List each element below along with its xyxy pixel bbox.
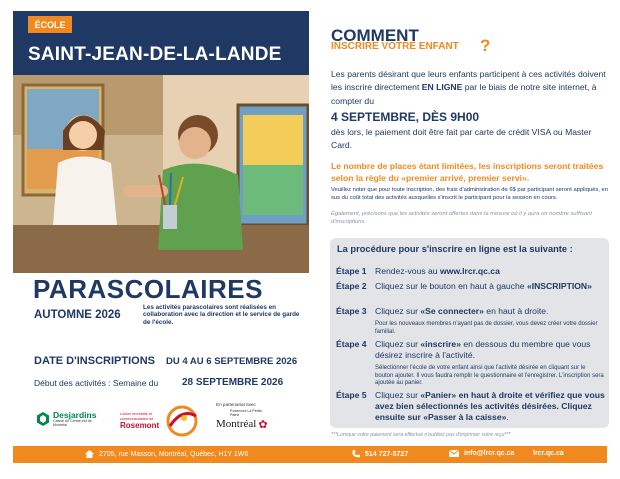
- loisirs-name: Rosemont: [120, 420, 160, 430]
- step-text-c: en haut à droite et vérifiez que vous avez bien sélectionnés les activités désirées. Cliquez ensuite sur: [375, 390, 605, 423]
- question-mark-icon: ?: [480, 36, 491, 55]
- step-keyword-2: «Passer à la caisse»: [423, 412, 507, 423]
- step-5: [336, 390, 605, 424]
- swoosh-icon: [164, 404, 200, 438]
- start-date-value: 28 SEPTEMBRE 2026: [182, 377, 284, 388]
- desjardins-sub: Caisse du Centre-est de Montréal: [53, 419, 92, 427]
- phone-text[interactable]: 514 727-5727: [365, 450, 409, 458]
- step-text-a: Cliquez sur: [375, 306, 421, 316]
- receipt-footnote: ***Lorsque votre paiement sera effectué n'oubliez pas d'imprimer votre reçu***: [331, 432, 511, 438]
- step-label: Étape 1: [336, 266, 367, 276]
- step-keyword: «Se connecter»: [420, 306, 484, 316]
- intro-text-a: Les parents désirant que leurs enfants participent à ces activités doivent les inscrire directement: [331, 69, 606, 93]
- montreal-partner-logo: [216, 402, 270, 431]
- step-text-c: en haut à droite.: [483, 306, 549, 316]
- step-note: Pour les nouveaux membres n'ayant pas de dossier, vous devez créer votre dossier familial.: [375, 321, 598, 335]
- step-label: Étape 2: [336, 281, 367, 291]
- step-1: [336, 266, 605, 277]
- step-text-a: Cliquez sur: [375, 390, 421, 400]
- step-text: [375, 306, 605, 317]
- phone-icon: [352, 450, 360, 458]
- step-2: [336, 281, 605, 292]
- contact-footer: [13, 446, 607, 463]
- montreal-wordmark: Montréal: [216, 418, 257, 431]
- payment-text: dès lors, le paiement doit être fait par carte de crédit VISA ou Master Card.: [331, 127, 592, 151]
- step-keyword: «Panier»: [420, 390, 457, 400]
- school-name: SAINT-JEAN-DE-LA-LANDE: [28, 44, 282, 65]
- step-4: [336, 339, 605, 388]
- limited-places-notice: Le nombre de places étant limitées, les inscriptions seront traitées selon la règle du «premier arrivé, premier servi».: [331, 161, 604, 184]
- step-text-a: Cliquez sur: [375, 339, 421, 349]
- step-note: Sélectionner l'école de votre enfant ainsi que l'activité désirée en cliquant sur le bouton ajouter. Il vous faudra remplir le questionnaire et l'enregistrer. L'inscription sera ajoutée au panier.: [375, 365, 604, 387]
- photo-illustration: [13, 75, 309, 273]
- desjardins-hex-icon: [36, 412, 50, 426]
- step-3: [336, 306, 605, 336]
- desjardins-logo: [36, 410, 101, 428]
- email-icon: [449, 450, 459, 457]
- opening-date: 4 SEPTEMBRE, DÈS 9H00: [331, 110, 480, 124]
- how-heading: COMMENT: [331, 26, 419, 45]
- step-text-c: en dessous du membre que vous désirez inscrire à l'activité.: [375, 339, 591, 361]
- step-text: [375, 281, 605, 292]
- email-text[interactable]: info@lrcr.qc.ca: [464, 450, 515, 457]
- step-keyword: «INSCRIPTION»: [526, 281, 592, 291]
- registration-date-label: DATE D'INSCRIPTIONS: [34, 355, 155, 367]
- desjardins-name: Desjardins: [53, 410, 97, 420]
- intro-online: EN LIGNE: [421, 82, 463, 93]
- step-text-a: Cliquez sur le bouton en haut à gauche: [375, 281, 527, 291]
- program-title: PARASCOLAIRES: [33, 274, 263, 304]
- minimum-notice: Également, précisons que les activités seront offertes dans la mesure où il y aura un nombre suffisant d'inscriptions.: [331, 211, 592, 225]
- footer-email: [449, 450, 514, 457]
- partner-label: En partenariat avec: [216, 402, 256, 407]
- footer-address: [85, 450, 248, 458]
- step-text: [375, 339, 605, 361]
- step-text-a: Rendez-vous au: [375, 266, 440, 276]
- children-painting-photo: [13, 75, 309, 273]
- season-label: AUTOMNE 2026: [34, 309, 121, 321]
- address-text: 2705, rue Masson, Montréal, Québec, H1Y 1W6: [99, 450, 249, 458]
- home-icon: [85, 450, 94, 458]
- step-text-e: .: [506, 412, 509, 423]
- rosette-icon: ✿: [258, 418, 268, 431]
- step-keyword: «inscrire»: [420, 339, 461, 349]
- website-link[interactable]: lrcr.qc.ca: [533, 450, 564, 457]
- step-text: [375, 266, 605, 277]
- ecole-tag: ÉCOLE: [28, 16, 72, 33]
- start-date-label: Début des activités : Semaine du: [34, 378, 159, 388]
- how-subheading: INSCRIRE VOTRE ENFANT: [331, 41, 459, 52]
- footer-phone: [352, 450, 408, 458]
- intro-text-c: par le biais de notre site internet, à compter du: [331, 82, 597, 106]
- fees-notice: Veuillez noter que pour toute inscription, des frais d'administration de 6$ par participant seront appliqués, en sus du coût total des activités auxquelles s'inscrit le participant pour la session en cours.: [331, 187, 608, 201]
- loisirs-rosemont-logo: [120, 404, 200, 438]
- step-label: Étape 4: [336, 339, 367, 349]
- partner-sub: Rosemont La Petite-Patrie: [230, 409, 263, 417]
- step-label: Étape 5: [336, 390, 367, 400]
- site-link[interactable]: www.lrcr.qc.ca: [439, 266, 500, 276]
- registration-date-value: DU 4 AU 6 SEPTEMBRE 2026: [166, 356, 298, 367]
- step-label: Étape 3: [336, 306, 367, 316]
- collaboration-text: Les activités parascolaires sont réalisées en collaboration avec la direction et le service de garde de l'école.: [143, 304, 300, 326]
- step-text: [375, 390, 605, 424]
- loisirs-text: Loisirs récréatifs et communautaires de: [120, 412, 154, 421]
- procedure-title: La procédure pour s'inscrire en ligne est la suivante :: [337, 244, 573, 254]
- intro-paragraph: [331, 68, 611, 108]
